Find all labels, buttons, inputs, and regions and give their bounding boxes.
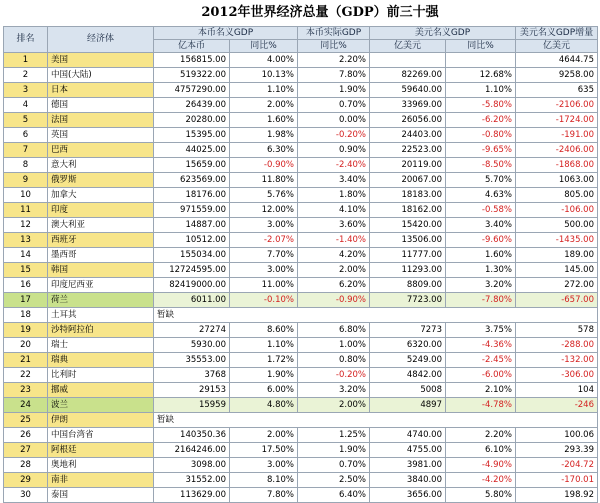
local-yoy-cell: 7.80%	[230, 488, 298, 503]
table-row	[4, 173, 598, 188]
economy-cell: 俄罗斯	[48, 173, 154, 188]
local-yoy-cell: 1.60%	[230, 113, 298, 128]
real-yoy-cell: 4.20%	[298, 248, 370, 263]
local-gdp-cell: 29153	[154, 383, 230, 398]
rank-cell: 30	[4, 488, 48, 503]
real-yoy-cell: 1.00%	[298, 338, 370, 353]
real-yoy-cell: 2.00%	[298, 263, 370, 278]
table-row	[4, 473, 598, 488]
usd-yoy-cell: -5.80%	[446, 98, 516, 113]
economy-cell: 巴西	[48, 143, 154, 158]
rank-cell: 9	[4, 173, 48, 188]
local-yoy-cell: 3.00%	[230, 458, 298, 473]
local-yoy-cell: 1.98%	[230, 128, 298, 143]
usd-gdp-cell: 5008	[370, 383, 446, 398]
real-yoy-cell: 6.40%	[298, 488, 370, 503]
economy-cell: 比利时	[48, 368, 154, 383]
usd-yoy-cell: 5.70%	[446, 173, 516, 188]
local-yoy-cell: 10.13%	[230, 68, 298, 83]
local-yoy-cell: -0.10%	[230, 293, 298, 308]
usd-increase-cell: 272.00	[516, 278, 598, 293]
local-yoy-cell: 17.50%	[230, 443, 298, 458]
usd-yoy-cell: -7.80%	[446, 293, 516, 308]
economy-cell: 印度尼西亚	[48, 278, 154, 293]
usd-gdp-cell: 6320.00	[370, 338, 446, 353]
real-yoy-cell: 2.50%	[298, 473, 370, 488]
table-row	[4, 113, 598, 128]
local-gdp-cell: 6011.00	[154, 293, 230, 308]
usd-increase-cell: -1724.00	[516, 113, 598, 128]
usd-increase-cell: 104	[516, 383, 598, 398]
header-economy: 经济体	[48, 27, 154, 53]
local-yoy-cell: 2.00%	[230, 428, 298, 443]
local-yoy-cell: 1.90%	[230, 368, 298, 383]
usd-increase-cell: 198.92	[516, 488, 598, 503]
local-gdp-cell: 82419000.00	[154, 278, 230, 293]
local-yoy-cell: 11.00%	[230, 278, 298, 293]
economy-cell: 南非	[48, 473, 154, 488]
rank-cell: 29	[4, 473, 48, 488]
usd-gdp-cell: 59640.00	[370, 83, 446, 98]
rank-cell: 15	[4, 263, 48, 278]
real-yoy-cell: 1.25%	[298, 428, 370, 443]
local-yoy-cell: -0.90%	[230, 158, 298, 173]
real-yoy-cell: 1.80%	[298, 188, 370, 203]
usd-increase-cell: -657.00	[516, 293, 598, 308]
local-gdp-cell: 4757290.00	[154, 83, 230, 98]
header-local-unit: 亿本币	[154, 40, 230, 53]
usd-increase-cell: 293.39	[516, 443, 598, 458]
local-gdp-cell: 3098.00	[154, 458, 230, 473]
economy-cell: 沙特阿拉伯	[48, 323, 154, 338]
local-gdp-cell: 31552.00	[154, 473, 230, 488]
real-yoy-cell: 6.20%	[298, 278, 370, 293]
local-yoy-cell: 4.00%	[230, 53, 298, 68]
local-gdp-cell: 113629.00	[154, 488, 230, 503]
real-yoy-cell: -1.40%	[298, 233, 370, 248]
table-row	[4, 218, 598, 233]
local-gdp-cell: 18176.00	[154, 188, 230, 203]
usd-yoy-cell: -9.60%	[446, 233, 516, 248]
usd-yoy-cell: 2.10%	[446, 383, 516, 398]
usd-yoy-cell: 1.60%	[446, 248, 516, 263]
usd-increase-cell: -191.00	[516, 128, 598, 143]
economy-cell: 澳大利亚	[48, 218, 154, 233]
usd-gdp-cell: 20067.00	[370, 173, 446, 188]
local-gdp-cell: 15959	[154, 398, 230, 413]
real-yoy-cell: 3.20%	[298, 383, 370, 398]
usd-yoy-cell	[446, 53, 516, 68]
usd-yoy-cell: -6.20%	[446, 113, 516, 128]
economy-cell: 荷兰	[48, 293, 154, 308]
usd-increase-cell: 500.00	[516, 218, 598, 233]
usd-yoy-cell: -4.78%	[446, 398, 516, 413]
rank-cell: 5	[4, 113, 48, 128]
usd-gdp-cell: 11777.00	[370, 248, 446, 263]
real-yoy-cell: 3.60%	[298, 218, 370, 233]
usd-yoy-cell: -4.20%	[446, 473, 516, 488]
rank-cell: 13	[4, 233, 48, 248]
usd-gdp-cell	[370, 53, 446, 68]
real-yoy-cell: 0.00%	[298, 113, 370, 128]
usd-gdp-cell: 11293.00	[370, 263, 446, 278]
table-row	[4, 188, 598, 203]
usd-yoy-cell: -8.50%	[446, 158, 516, 173]
rank-cell: 28	[4, 458, 48, 473]
real-yoy-cell: 3.40%	[298, 173, 370, 188]
usd-yoy-cell: -4.36%	[446, 338, 516, 353]
local-gdp-cell: 26439.00	[154, 98, 230, 113]
real-yoy-cell: -0.90%	[298, 293, 370, 308]
rank-cell: 17	[4, 293, 48, 308]
local-yoy-cell: 1.10%	[230, 83, 298, 98]
rank-cell: 4	[4, 98, 48, 113]
table-row	[4, 233, 598, 248]
economy-cell: 奥地利	[48, 458, 154, 473]
economy-cell: 伊朗	[48, 413, 154, 428]
real-yoy-cell: -2.40%	[298, 158, 370, 173]
usd-gdp-cell: 4740.00	[370, 428, 446, 443]
rank-cell: 6	[4, 128, 48, 143]
usd-yoy-cell: -4.90%	[446, 458, 516, 473]
rank-cell: 18	[4, 308, 48, 323]
local-yoy-cell: 7.70%	[230, 248, 298, 263]
usd-yoy-cell: -0.58%	[446, 203, 516, 218]
local-yoy-cell: 8.10%	[230, 473, 298, 488]
real-yoy-cell: 7.80%	[298, 68, 370, 83]
local-yoy-cell: 2.00%	[230, 98, 298, 113]
local-gdp-cell: 10512.00	[154, 233, 230, 248]
table-row	[4, 143, 598, 158]
rank-cell: 22	[4, 368, 48, 383]
rank-cell: 11	[4, 203, 48, 218]
rank-cell: 24	[4, 398, 48, 413]
local-yoy-cell: 8.60%	[230, 323, 298, 338]
economy-cell: 挪威	[48, 383, 154, 398]
usd-yoy-cell: -2.45%	[446, 353, 516, 368]
table-row	[4, 98, 598, 113]
local-yoy-cell: 1.72%	[230, 353, 298, 368]
usd-increase-cell: -2106.00	[516, 98, 598, 113]
usd-increase-cell: -2406.00	[516, 143, 598, 158]
economy-cell: 英国	[48, 128, 154, 143]
usd-yoy-cell: 1.10%	[446, 83, 516, 98]
economy-cell: 中国台湾省	[48, 428, 154, 443]
economy-cell: 西班牙	[48, 233, 154, 248]
usd-gdp-cell: 24403.00	[370, 128, 446, 143]
usd-increase-cell: 805.00	[516, 188, 598, 203]
usd-increase-cell: 4644.75	[516, 53, 598, 68]
usd-yoy-cell: 1.30%	[446, 263, 516, 278]
usd-gdp-cell: 20119.00	[370, 158, 446, 173]
usd-gdp-cell: 18162.00	[370, 203, 446, 218]
local-gdp-cell: 3768	[154, 368, 230, 383]
usd-yoy-cell: 5.80%	[446, 488, 516, 503]
real-yoy-cell: 0.80%	[298, 353, 370, 368]
table-row	[4, 323, 598, 338]
real-yoy-cell: 2.20%	[298, 53, 370, 68]
local-gdp-cell: 971559.00	[154, 203, 230, 218]
usd-increase-cell: -1868.00	[516, 158, 598, 173]
usd-increase-cell: -246	[516, 398, 598, 413]
rank-cell: 19	[4, 323, 48, 338]
usd-gdp-cell: 4755.00	[370, 443, 446, 458]
economy-cell: 土耳其	[48, 308, 154, 323]
usd-yoy-cell: 3.40%	[446, 218, 516, 233]
local-gdp-cell: 27274	[154, 323, 230, 338]
rank-cell: 10	[4, 188, 48, 203]
rank-cell: 27	[4, 443, 48, 458]
table-row	[4, 368, 598, 383]
usd-yoy-cell: 4.63%	[446, 188, 516, 203]
usd-increase-cell: -288.00	[516, 338, 598, 353]
local-yoy-cell: 5.76%	[230, 188, 298, 203]
gdp-table	[3, 26, 598, 503]
rank-cell: 21	[4, 353, 48, 368]
usd-gdp-cell: 7273	[370, 323, 446, 338]
usd-gdp-cell: 13506.00	[370, 233, 446, 248]
usd-gdp-cell: 26056.00	[370, 113, 446, 128]
table-row	[4, 263, 598, 278]
real-yoy-cell: 1.90%	[298, 83, 370, 98]
real-yoy-cell: 2.00%	[298, 398, 370, 413]
usd-increase-cell: 189.00	[516, 248, 598, 263]
usd-increase-cell: -204.72	[516, 458, 598, 473]
usd-increase-cell: -306.00	[516, 368, 598, 383]
table-row	[4, 293, 598, 308]
table-row	[4, 158, 598, 173]
local-yoy-cell: 1.10%	[230, 338, 298, 353]
local-gdp-cell: 14887.00	[154, 218, 230, 233]
rank-cell: 7	[4, 143, 48, 158]
economy-cell: 日本	[48, 83, 154, 98]
economy-cell: 中国(大陆)	[48, 68, 154, 83]
local-yoy-cell: 6.00%	[230, 383, 298, 398]
usd-increase-cell: -106.00	[516, 203, 598, 218]
real-yoy-cell: 1.90%	[298, 443, 370, 458]
usd-yoy-cell: 12.68%	[446, 68, 516, 83]
header-local-yoy: 同比%	[230, 40, 298, 53]
header-local-gdp: 本币名义GDP	[154, 27, 298, 40]
table-row	[4, 353, 598, 368]
table-row	[4, 488, 598, 503]
local-yoy-cell: 3.00%	[230, 263, 298, 278]
usd-yoy-cell: 3.75%	[446, 323, 516, 338]
economy-cell: 瑞士	[48, 338, 154, 353]
header-usd-unit: 亿美元	[370, 40, 446, 53]
header-real-yoy: 同比%	[298, 40, 370, 53]
usd-increase-cell: -132.00	[516, 353, 598, 368]
table-row	[4, 308, 598, 323]
local-yoy-cell: 12.00%	[230, 203, 298, 218]
usd-increase-cell: 1063.00	[516, 173, 598, 188]
real-yoy-cell: 0.70%	[298, 458, 370, 473]
real-yoy-cell: 0.90%	[298, 143, 370, 158]
header-usd-gdp: 美元名义GDP	[370, 27, 516, 40]
rank-cell: 14	[4, 248, 48, 263]
usd-gdp-cell: 8809.00	[370, 278, 446, 293]
real-yoy-cell: -0.20%	[298, 368, 370, 383]
economy-cell: 泰国	[48, 488, 154, 503]
local-yoy-cell: -2.07%	[230, 233, 298, 248]
rank-cell: 3	[4, 83, 48, 98]
usd-gdp-cell: 3656.00	[370, 488, 446, 503]
local-yoy-cell: 3.00%	[230, 218, 298, 233]
table-row	[4, 248, 598, 263]
economy-cell: 法国	[48, 113, 154, 128]
rank-cell: 1	[4, 53, 48, 68]
table-row	[4, 128, 598, 143]
usd-gdp-cell: 3981.00	[370, 458, 446, 473]
local-gdp-cell: 2164246.00	[154, 443, 230, 458]
local-gdp-cell: 20280.00	[154, 113, 230, 128]
local-yoy-cell: 4.80%	[230, 398, 298, 413]
economy-cell: 加拿大	[48, 188, 154, 203]
local-yoy-cell: 6.30%	[230, 143, 298, 158]
usd-gdp-cell: 33969.00	[370, 98, 446, 113]
rank-cell: 23	[4, 383, 48, 398]
usd-increase-cell: 635	[516, 83, 598, 98]
usd-increase-cell: 578	[516, 323, 598, 338]
note-cell: 暂缺	[154, 308, 598, 323]
usd-increase-cell: 100.06	[516, 428, 598, 443]
table-row	[4, 68, 598, 83]
table-row	[4, 398, 598, 413]
usd-yoy-cell: -9.65%	[446, 143, 516, 158]
usd-yoy-cell: 2.20%	[446, 428, 516, 443]
table-row	[4, 428, 598, 443]
table-row	[4, 383, 598, 398]
table-row	[4, 458, 598, 473]
economy-cell: 瑞典	[48, 353, 154, 368]
economy-cell: 韩国	[48, 263, 154, 278]
real-yoy-cell: 6.80%	[298, 323, 370, 338]
rank-cell: 8	[4, 158, 48, 173]
real-yoy-cell: -0.20%	[298, 128, 370, 143]
usd-yoy-cell: 3.20%	[446, 278, 516, 293]
local-gdp-cell: 156815.00	[154, 53, 230, 68]
local-yoy-cell: 11.80%	[230, 173, 298, 188]
economy-cell: 阿根廷	[48, 443, 154, 458]
usd-gdp-cell: 7723.00	[370, 293, 446, 308]
usd-gdp-cell: 4897	[370, 398, 446, 413]
rank-cell: 12	[4, 218, 48, 233]
usd-increase-cell: 9258.00	[516, 68, 598, 83]
header-rank: 排名	[4, 27, 48, 53]
rank-cell: 20	[4, 338, 48, 353]
header-usd-yoy: 同比%	[446, 40, 516, 53]
rank-cell: 25	[4, 413, 48, 428]
table-row	[4, 278, 598, 293]
local-gdp-cell: 155034.00	[154, 248, 230, 263]
table-row	[4, 338, 598, 353]
local-gdp-cell: 15659.00	[154, 158, 230, 173]
local-gdp-cell: 12724595.00	[154, 263, 230, 278]
rank-cell: 16	[4, 278, 48, 293]
economy-cell: 德国	[48, 98, 154, 113]
economy-cell: 印度	[48, 203, 154, 218]
usd-gdp-cell: 18183.00	[370, 188, 446, 203]
local-gdp-cell: 44025.00	[154, 143, 230, 158]
usd-yoy-cell: 6.10%	[446, 443, 516, 458]
table-row	[4, 443, 598, 458]
local-gdp-cell: 35553.00	[154, 353, 230, 368]
usd-gdp-cell: 4842.00	[370, 368, 446, 383]
usd-yoy-cell: -0.80%	[446, 128, 516, 143]
economy-cell: 美国	[48, 53, 154, 68]
header-usd-increase-unit: 亿美元	[516, 40, 598, 53]
usd-increase-cell: -1435.00	[516, 233, 598, 248]
local-gdp-cell: 15395.00	[154, 128, 230, 143]
real-yoy-cell: 0.70%	[298, 98, 370, 113]
header-usd-increase: 美元名义GDP增量	[516, 27, 598, 40]
local-gdp-cell: 140350.36	[154, 428, 230, 443]
header-real-gdp: 本币实际GDP	[298, 27, 370, 40]
local-gdp-cell: 623569.00	[154, 173, 230, 188]
table-row	[4, 413, 598, 428]
usd-gdp-cell: 5249.00	[370, 353, 446, 368]
note-cell: 暂缺	[154, 413, 598, 428]
table-row	[4, 203, 598, 218]
economy-cell: 意大利	[48, 158, 154, 173]
usd-gdp-cell: 82269.00	[370, 68, 446, 83]
usd-yoy-cell: -6.00%	[446, 368, 516, 383]
local-gdp-cell: 5930.00	[154, 338, 230, 353]
usd-gdp-cell: 22523.00	[370, 143, 446, 158]
economy-cell: 墨西哥	[48, 248, 154, 263]
real-yoy-cell: 4.10%	[298, 203, 370, 218]
table-row	[4, 83, 598, 98]
economy-cell: 波兰	[48, 398, 154, 413]
local-gdp-cell: 519322.00	[154, 68, 230, 83]
table-body	[4, 53, 598, 503]
usd-increase-cell: -170.01	[516, 473, 598, 488]
rank-cell: 26	[4, 428, 48, 443]
usd-gdp-cell: 3840.00	[370, 473, 446, 488]
table-row	[4, 53, 598, 68]
usd-gdp-cell: 15420.00	[370, 218, 446, 233]
usd-increase-cell: 145.00	[516, 263, 598, 278]
rank-cell: 2	[4, 68, 48, 83]
page-title: 2012年世界经济总量（GDP）前三十强	[201, 5, 439, 20]
